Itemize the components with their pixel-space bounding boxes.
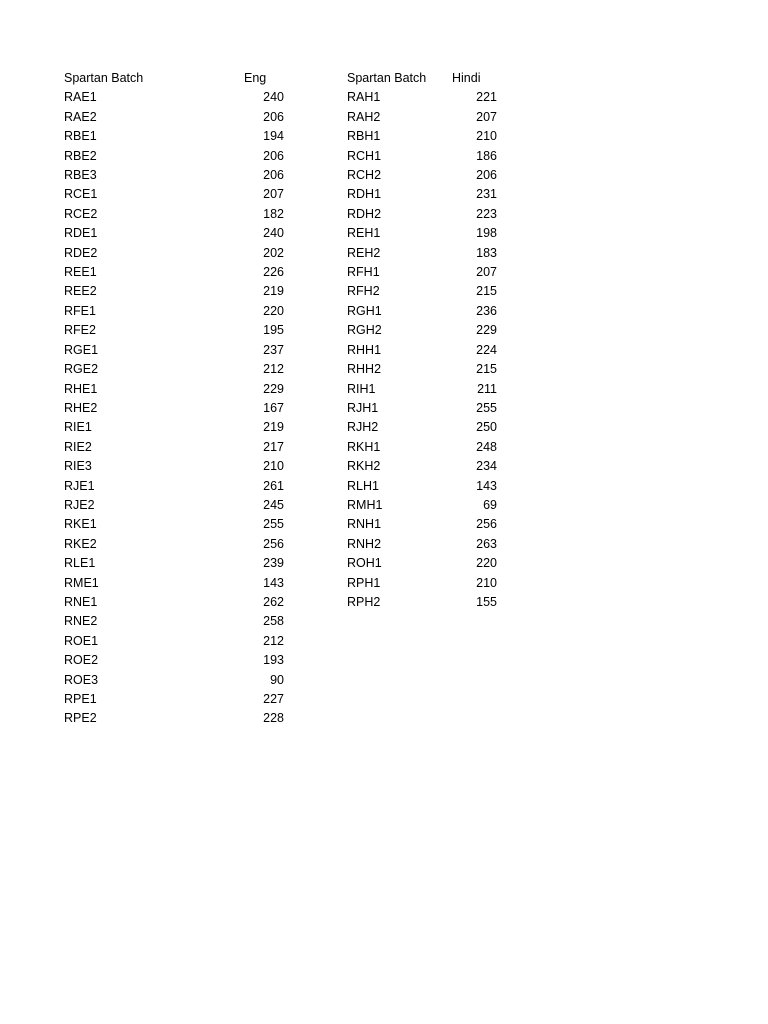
table-row [64, 166, 284, 185]
batch-cell: RPH2 [347, 594, 381, 609]
batch-cell: RBE3 [64, 168, 97, 183]
table-row [64, 321, 284, 340]
batch-cell: RHE2 [64, 400, 98, 415]
table-row [347, 399, 497, 418]
batch-cell: RLH1 [347, 478, 379, 493]
score-cell: 240 [263, 226, 284, 241]
table-row [64, 244, 284, 263]
table-row [347, 515, 497, 534]
score-cell: 262 [263, 594, 284, 609]
batch-cell: RKE1 [64, 517, 97, 532]
batch-cell: RFE1 [64, 303, 96, 318]
score-cell: 221 [476, 90, 497, 105]
batch-cell: RJE2 [64, 497, 95, 512]
batch-cell: RDH1 [347, 187, 382, 202]
score-cell: 193 [263, 653, 284, 668]
score-cell: 215 [476, 362, 497, 377]
table-row [347, 263, 497, 282]
score-cell: 211 [477, 381, 497, 396]
score-cell: 250 [476, 420, 497, 435]
table-row [347, 380, 497, 399]
table-row [64, 127, 284, 146]
score-cell: 231 [476, 187, 497, 202]
batch-cell: REE1 [64, 265, 97, 280]
score-cell: 143 [476, 478, 497, 493]
table-row [347, 321, 497, 340]
score-cell: 206 [263, 148, 284, 163]
batch-cell: RLE1 [64, 556, 96, 571]
hindi-scores-table [347, 69, 497, 612]
table-row [64, 263, 284, 282]
score-cell: 236 [476, 303, 497, 318]
table-row [347, 554, 497, 573]
score-cell: 256 [476, 517, 497, 532]
score-cell: 220 [476, 556, 497, 571]
table-row [347, 185, 497, 204]
batch-cell: RBE1 [64, 129, 97, 144]
score-cell: 215 [476, 284, 497, 299]
table-row [64, 477, 284, 496]
batch-cell: RBH1 [347, 129, 381, 144]
batch-cell: RCE2 [64, 206, 98, 221]
score-cell: 229 [263, 381, 284, 396]
table-row [347, 244, 497, 263]
table-row [64, 380, 284, 399]
batch-cell: RHH2 [347, 362, 382, 377]
hindi-column-header: Hindi [452, 71, 481, 85]
batch-cell: RIE3 [64, 459, 92, 474]
score-cell: 194 [263, 129, 284, 144]
score-cell: 263 [476, 536, 497, 551]
table-row [347, 574, 497, 593]
table-row [347, 127, 497, 146]
score-cell: 183 [476, 245, 497, 260]
score-cell: 256 [263, 536, 284, 551]
table-row [347, 205, 497, 224]
batch-cell: ROH1 [347, 556, 382, 571]
batch-cell: RNH1 [347, 517, 382, 532]
table-row [64, 147, 284, 166]
batch-cell: RKH2 [347, 459, 381, 474]
score-cell: 186 [476, 148, 497, 163]
score-cell: 237 [263, 342, 284, 357]
table-row [64, 108, 284, 127]
batch-cell: RHE1 [64, 381, 98, 396]
score-cell: 261 [263, 478, 284, 493]
score-cell: 212 [263, 633, 284, 648]
batch-cell: REE2 [64, 284, 97, 299]
batch-column-header: Spartan Batch [347, 71, 427, 85]
score-cell: 258 [263, 614, 284, 629]
batch-cell: RIE2 [64, 439, 92, 454]
batch-cell: RJH1 [347, 400, 379, 415]
score-cell: 217 [263, 439, 284, 454]
score-cell: 155 [476, 594, 497, 609]
table-row [347, 166, 497, 185]
table-row [64, 651, 284, 670]
table-row [347, 224, 497, 243]
table-row [64, 554, 284, 573]
score-cell: 206 [476, 168, 497, 183]
score-cell: 223 [476, 206, 497, 221]
batch-cell: RIE1 [64, 420, 92, 435]
batch-cell: RFH1 [347, 265, 380, 280]
score-cell: 212 [263, 362, 284, 377]
score-cell: 167 [263, 400, 284, 415]
table-row [347, 496, 497, 515]
eng-table-body [64, 88, 284, 728]
table-row [64, 593, 284, 612]
table-row [347, 341, 497, 360]
table-row [64, 438, 284, 457]
table-row [64, 709, 284, 728]
batch-cell: RAH1 [347, 90, 381, 105]
batch-cell: RAE2 [64, 109, 97, 124]
table-row [64, 399, 284, 418]
table-row [64, 671, 284, 690]
table-row [64, 224, 284, 243]
batch-cell: RMH1 [347, 497, 383, 512]
batch-cell: REH2 [347, 245, 381, 260]
table-row [64, 496, 284, 515]
table-row [64, 690, 284, 709]
table-row [347, 302, 497, 321]
batch-cell: RCH2 [347, 168, 382, 183]
table-row [64, 341, 284, 360]
table-row [347, 477, 497, 496]
batch-cell: RHH1 [347, 342, 382, 357]
score-cell: 195 [263, 323, 284, 338]
score-cell: 224 [476, 342, 497, 357]
batch-cell: RBE2 [64, 148, 97, 163]
table-row [347, 360, 497, 379]
batch-cell: RDE1 [64, 226, 98, 241]
batch-column-header: Spartan Batch [64, 71, 144, 85]
batch-cell: RPH1 [347, 575, 381, 590]
batch-cell: RPE2 [64, 711, 97, 726]
batch-cell: RDH2 [347, 206, 382, 221]
score-cell: 207 [476, 265, 497, 280]
score-cell: 234 [476, 459, 497, 474]
score-cell: 206 [263, 109, 284, 124]
batch-cell: RIH1 [347, 381, 376, 396]
score-cell: 90 [270, 672, 284, 687]
table-row [64, 457, 284, 476]
batch-cell: RDE2 [64, 245, 98, 260]
score-cell: 202 [263, 245, 284, 260]
score-cell: 229 [476, 323, 497, 338]
table-row [347, 593, 497, 612]
batch-cell: RFE2 [64, 323, 96, 338]
table-row [64, 535, 284, 554]
table-row [64, 612, 284, 631]
batch-cell: RGE1 [64, 342, 99, 357]
table-header-row [347, 69, 497, 88]
batch-cell: RGH2 [347, 323, 382, 338]
table-row [347, 108, 497, 127]
batch-cell: RKH1 [347, 439, 381, 454]
batch-cell: RGH1 [347, 303, 382, 318]
table-row [64, 515, 284, 534]
score-cell: 255 [263, 517, 284, 532]
score-cell: 245 [263, 497, 284, 512]
batch-cell: RME1 [64, 575, 99, 590]
table-row [64, 418, 284, 437]
batch-cell: ROE3 [64, 672, 99, 687]
table-row [347, 282, 497, 301]
score-cell: 182 [263, 206, 284, 221]
table-row [64, 302, 284, 321]
table-row [64, 360, 284, 379]
table-row [347, 457, 497, 476]
score-cell: 207 [476, 109, 497, 124]
batch-cell: RNH2 [347, 536, 382, 551]
batch-cell: RPE1 [64, 692, 97, 706]
score-cell: 69 [483, 497, 497, 512]
batch-cell: RAH2 [347, 109, 381, 124]
batch-cell: RNE1 [64, 594, 98, 609]
score-cell: 210 [476, 129, 497, 144]
score-cell: 228 [263, 711, 284, 726]
table-row [64, 205, 284, 224]
score-cell: 239 [263, 556, 284, 571]
score-cell: 219 [263, 420, 284, 435]
table-row [347, 438, 497, 457]
batch-cell: RNE2 [64, 614, 98, 629]
eng-scores-table [64, 69, 284, 729]
score-cell: 210 [476, 575, 497, 590]
batch-cell: ROE2 [64, 653, 99, 668]
score-cell: 255 [476, 400, 497, 415]
batch-cell: RCH1 [347, 148, 382, 163]
score-cell: 240 [263, 90, 284, 105]
table-row [64, 88, 284, 107]
table-row [64, 282, 284, 301]
table-header-row [64, 69, 284, 88]
score-cell: 207 [263, 187, 284, 202]
table-row [64, 574, 284, 593]
table-row [347, 535, 497, 554]
score-cell: 143 [263, 575, 284, 590]
batch-cell: ROE1 [64, 633, 99, 648]
table-row [347, 147, 497, 166]
table-row [347, 88, 497, 107]
hindi-table-body [347, 88, 497, 612]
score-cell: 219 [263, 284, 284, 299]
batch-cell: RFH2 [347, 284, 380, 299]
score-cell: 220 [263, 303, 284, 318]
score-cell: 210 [263, 459, 284, 474]
table-row [64, 632, 284, 651]
batch-cell: RGE2 [64, 362, 99, 377]
batch-cell: RCE1 [64, 187, 98, 202]
table-row [64, 185, 284, 204]
batch-cell: RKE2 [64, 536, 97, 551]
score-cell: 206 [263, 168, 284, 183]
batch-cell: REH1 [347, 226, 381, 241]
score-cell: 227 [263, 692, 284, 706]
batch-cell: RJH2 [347, 420, 379, 435]
batch-cell: RAE1 [64, 90, 97, 105]
score-cell: 198 [476, 226, 497, 241]
table-row [347, 418, 497, 437]
score-cell: 248 [476, 439, 497, 454]
eng-column-header: Eng [244, 71, 267, 85]
score-cell: 226 [263, 265, 284, 280]
batch-cell: RJE1 [64, 478, 95, 493]
